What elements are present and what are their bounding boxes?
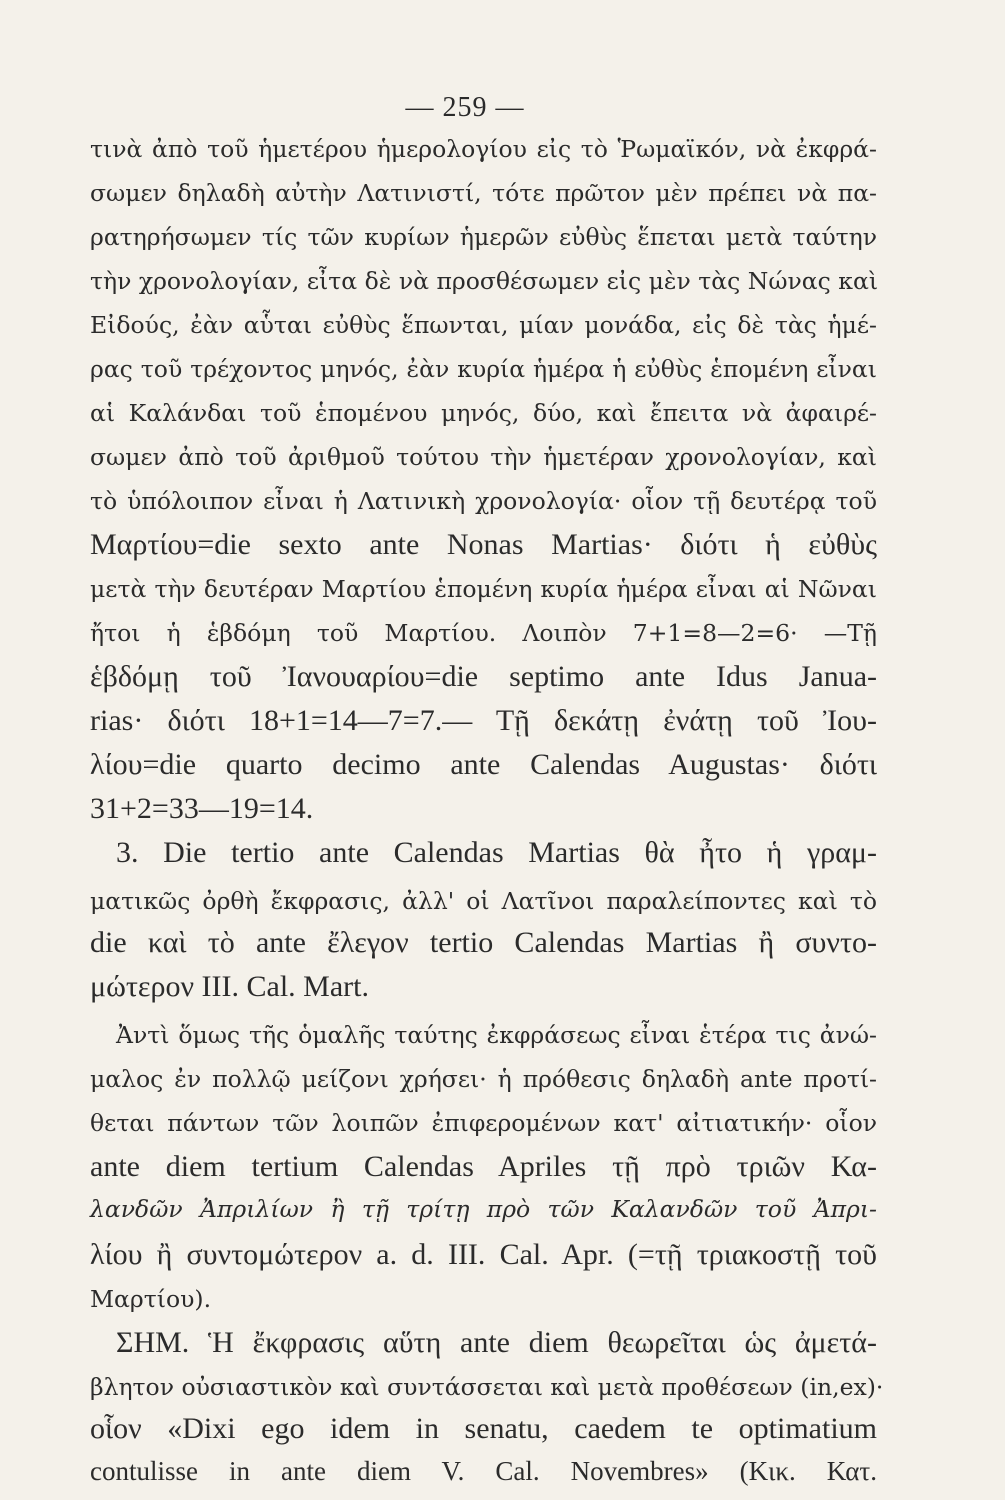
text-line: ματικῶς ὀρθὴ ἔκφρασις, ἀλλ' οἱ Λατῖνοι παραλείποντες καὶ τὸ [90,887,877,915]
text-line: λίου=die quarto decimo ante Calendas Augustas· διότι [90,748,877,781]
text-line: σωμεν δηλαδὴ αὐτὴν Λατινιστί, τότε πρῶτον μὲν πρέπει νὰ πα- [90,179,877,207]
text-line: τὴν χρονολογίαν, εἶτα δὲ νὰ προσθέσωμεν εἰς μὲν τὰς Νώνας καὶ [90,267,879,295]
text-line: μαλος ἐν πολλῷ μείζονι χρήσει· ἡ πρόθεσις δηλαδὴ ante προτί- [90,1065,877,1093]
text-line: rias· διότι 18+1=14—7=7.— Τῇ δεκάτῃ ἐνάτῃ τοῦ Ἰου- [90,704,877,737]
text-line: Ἀντὶ ὅμως τῆς ὁμαλῆς ταύτης ἐκφράσεως εἶναι ἑτέρα τις ἀνώ- [116,1021,877,1049]
text-line: 3. Die tertio ante Calendas Martias θὰ ἦτο ἡ γραμ- [116,836,877,869]
text-line: οἷον «Dixi ego idem in senatu, caedem te optimatium [90,1412,877,1445]
text-line: μετὰ τὴν δευτέραν Μαρτίου ἑπομένη κυρία ἡμέρα εἶναι αἱ Νῶναι [90,575,877,603]
page-number: — 259 — [405,92,525,123]
text-line: σωμεν ἀπὸ τοῦ ἀριθμοῦ τούτου τὴν ἡμετέραν χρονολογίαν, καὶ [90,443,877,471]
text-line: μώτερον III. Cal. Mart. [90,970,369,1003]
text-line: ρας τοῦ τρέχοντος μηνός, ἐὰν κυρία ἡμέρα ἡ εὐθὺς ἑπομένη εἶναι [90,355,877,383]
text-line: τὸ ὑπόλοιπον εἶναι ἡ Λατινικὴ χρονολογία· οἷον τῇ δευτέρᾳ τοῦ [90,487,877,515]
text-line: βλητον οὐσιαστικὸν καὶ συντάσσεται καὶ μετὰ προθέσεων (in,ex)· [90,1373,884,1401]
text-line: die καὶ τὸ ante ἔλεγον tertio Calendas Martias ἢ συντο- [90,926,877,959]
text-line: contulisse in ante diem V. Cal. Novembres» (Κικ. Κατ. [90,1456,877,1486]
text-line: 31+2=33—19=14. [90,792,314,825]
text-line: ἑβδόμῃ τοῦ Ἰανουαρίου=die septimo ante Idus Janua- [90,660,877,693]
text-line: ante diem tertium Calendas Apriles τῇ πρὸ τριῶν Κα- [90,1150,877,1183]
text-line: ἤτοι ἡ ἑβδόμη τοῦ Μαρτίου. Λοιπὸν 7+1=8—2=6· —Τῇ [90,619,877,647]
text-line: Μαρτίου=die sexto ante Nonas Martias· διότι ἡ εὐθὺς [90,528,877,561]
text-line: Μαρτίου). [90,1285,212,1313]
text-line: αἱ Καλάνδαι τοῦ ἑπομένου μηνός, δύο, καὶ ἔπειτα νὰ ἀφαιρέ- [90,399,877,427]
text-line: θεται πάντων τῶν λοιπῶν ἐπιφερομένων κατ' αἰτιατικήν· οἷον [90,1109,877,1137]
text-line: ΣΗΜ. Ἡ ἔκφρασις αὕτη ante diem θεωρεῖται ὡς ἀμετά- [116,1326,877,1359]
text-line: λανδῶν Ἀπριλίων ἢ τῇ τρίτῃ πρὸ τῶν Καλανδῶν τοῦ Ἀπρι- [90,1195,877,1223]
text-line: ρατηρήσωμεν τίς τῶν κυρίων ἡμερῶν εὐθὺς ἕπεται μετὰ ταύτην [90,223,877,251]
text-line: λίου ἢ συντομώτερον a. d. III. Cal. Apr. (=τῇ τριακοστῇ τοῦ [90,1238,877,1271]
text-line: τινὰ ἀπὸ τοῦ ἡμετέρου ἡμερολογίου εἰς τὸ Ῥωμαϊκόν, νὰ ἐκφρά- [90,135,877,163]
text-line: Εἰδούς, ἐὰν αὗται εὐθὺς ἕπωνται, μίαν μονάδα, εἰς δὲ τὰς ἡμέ- [90,311,877,339]
